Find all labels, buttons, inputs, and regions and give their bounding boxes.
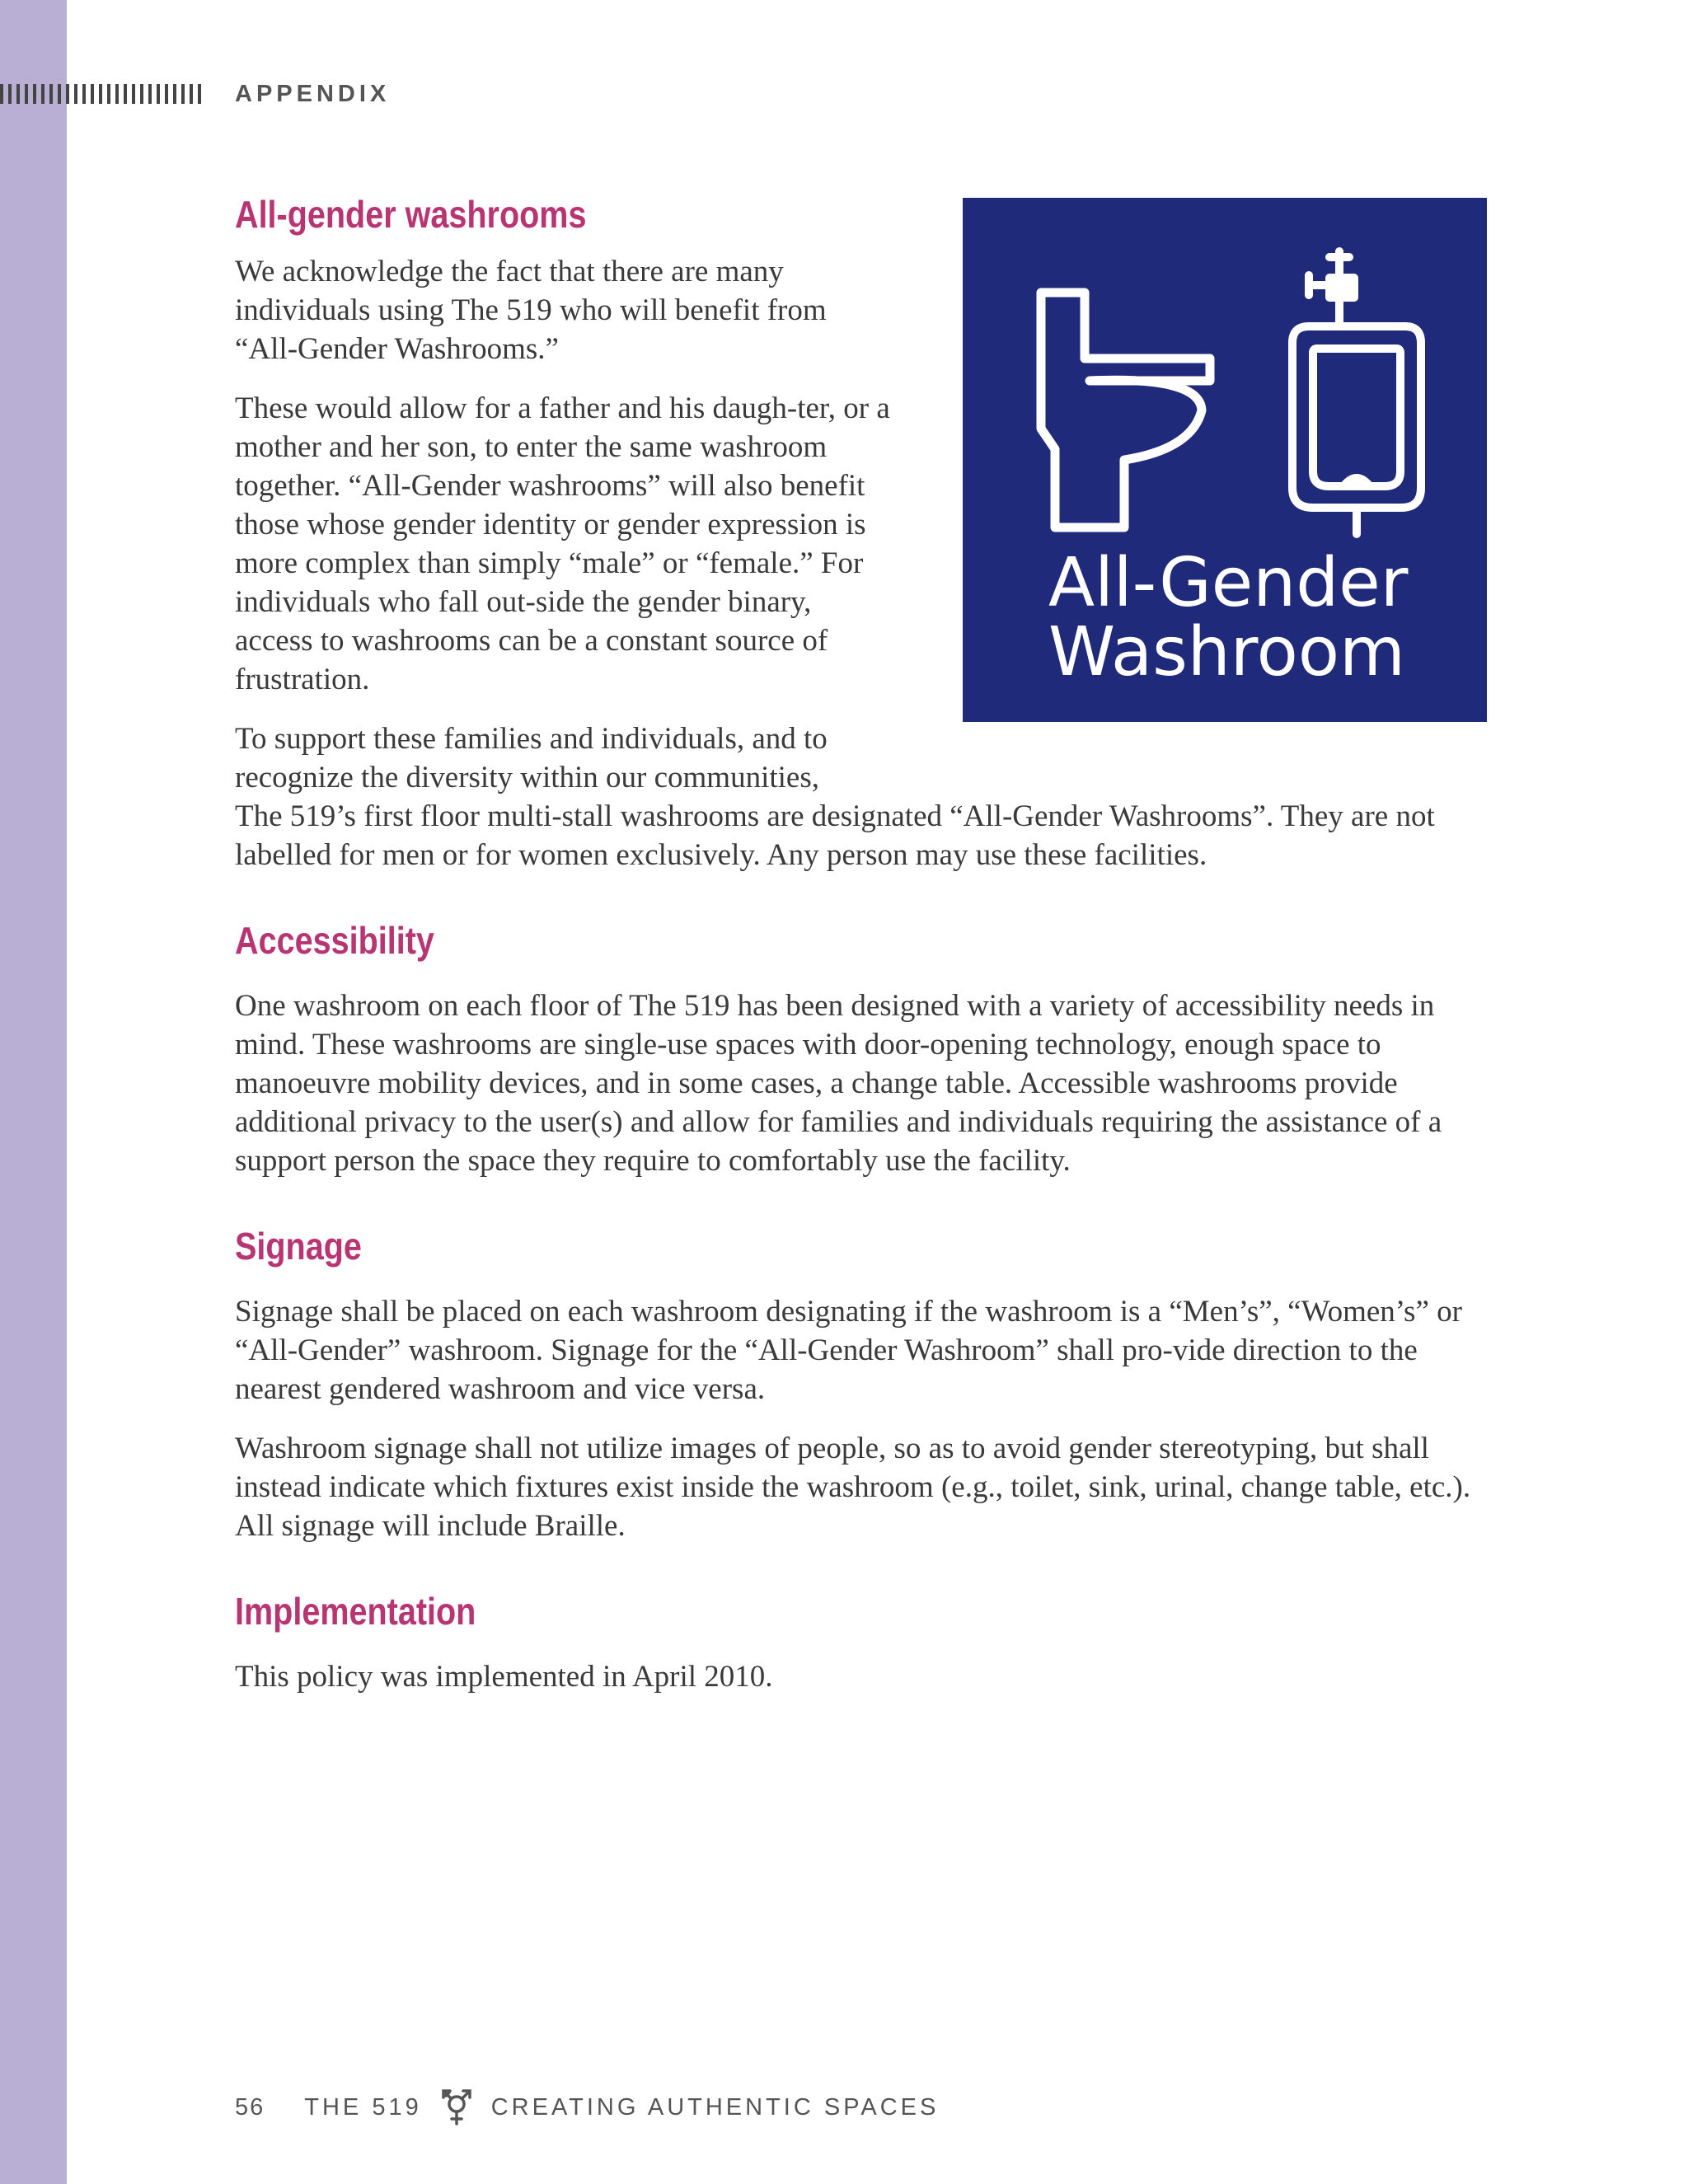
page-footer	[235, 2086, 939, 2129]
side-bar	[0, 0, 67, 2184]
paragraph: Washroom signage shall not utilize images of people, so as to avoid gender stereotyping, but shall instead indicate which fixtures exist inside the washroom (e.g., toilet, sink, urinal, change table, etc.). All signage will include Braille.	[235, 1432, 1471, 1543]
paragraph: This policy was implemented in April 2010.	[235, 1660, 773, 1694]
header-tick-marks	[0, 84, 202, 104]
footer-org: THE 519	[304, 2093, 422, 2121]
sign-line-1: All-Gender	[1048, 544, 1409, 622]
transgender-symbol-icon	[440, 2086, 473, 2129]
paragraph: One washroom on each floor of The 519 has been designed with a variety of accessibility needs in mind. These washrooms are single-use spaces with door-opening technology, enough space to manoeuvre mobility devices, and in some cases, a change table. Accessible washrooms provide additional privacy to the user(s) and allow for families and individuals requiring the assistance of a support person the space they require to comfortably use the facility.	[235, 989, 1442, 1178]
paragraph: These would allow for a father and his daugh-ter, or a mother and her son, to enter the same washroom together. “All-Gender washrooms” will also benefit those whose gender identity or gender expression is more complex than simply “male” or “female.” For individuals who fall out-side the gender binary, access to washrooms can be a constant source of frustration.	[235, 391, 890, 696]
heading-implementation: Implementation	[235, 1590, 476, 1633]
heading-all-gender-washrooms: All-gender washrooms	[235, 193, 587, 236]
paragraph: Signage shall be placed on each washroom designating if the washroom is a “Men’s”, “Women’s” or “All-Gender” washroom. Signage for the “All-Gender Washroom” shall pro-vide direction to the nearest gendered washroom and vice versa.	[235, 1295, 1462, 1406]
paragraph: To support these families and individuals, and to recognize the diversity within our communities,	[235, 722, 828, 794]
footer-title: CREATING AUTHENTIC SPACES	[490, 2093, 940, 2121]
sign-line-2: Washroom	[1048, 613, 1405, 691]
paragraph: We acknowledge the fact that there are many individuals using The 519 who will benefit from “All-Gender Washrooms.”	[235, 255, 827, 366]
paragraph: The 519’s first floor multi-stall washrooms are designated “All-Gender Washrooms”. They are not labelled for men or for women exclusively. Any person may use these facilities.	[235, 799, 1435, 872]
section-label: APPENDIX	[235, 81, 391, 107]
page-number: 56	[235, 2093, 265, 2121]
heading-accessibility: Accessibility	[235, 919, 434, 962]
heading-signage: Signage	[235, 1225, 362, 1268]
page-content	[235, 191, 1488, 1696]
